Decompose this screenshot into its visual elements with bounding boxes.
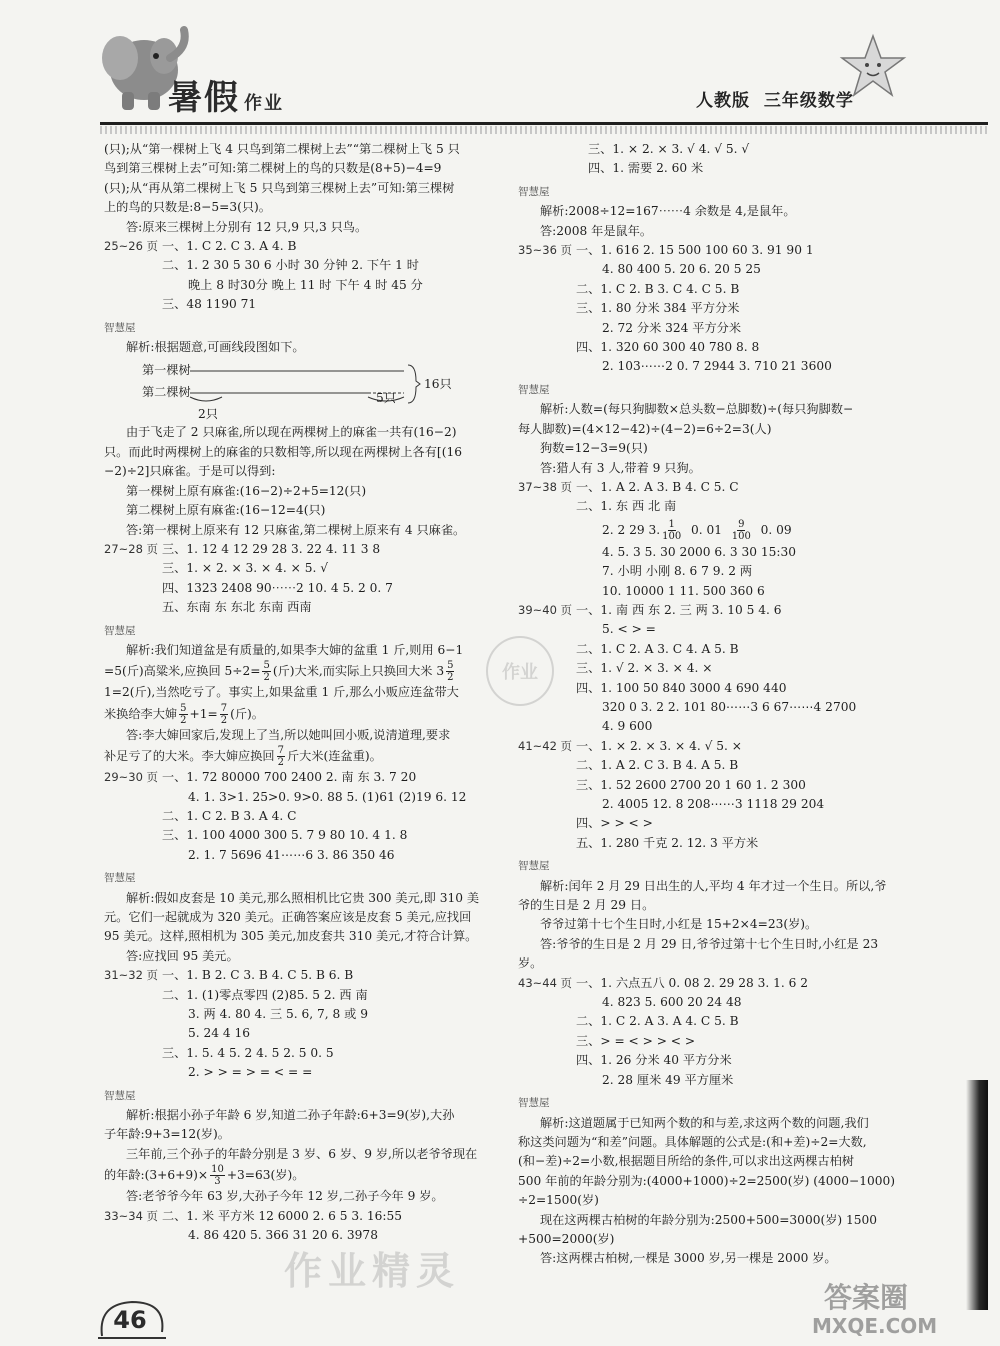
text-line: 10. 10000 1 11. 500 360 6 — [602, 583, 765, 598]
text-line: 2. 72 分米 324 平方分米 — [602, 320, 742, 335]
text-line: 第二棵树上原有麻雀:(16−12=4(只) — [126, 503, 326, 518]
text-line: 爷爷过第十七个生日时,小红是 15+2×4=23(岁)。 — [540, 917, 818, 932]
text-line: 二、1. 东 西 北 南 — [576, 499, 677, 514]
section-35-36: 35~36 页 一、1. 616 2. 15 500 100 60 3. 91 90 1 — [518, 243, 814, 258]
text-line: 现在这两棵古柏树的年龄分别为:2500+500=3000(岁) 1500 — [540, 1212, 878, 1227]
text-line: 四、1. 26 分米 40 平方分米 — [576, 1053, 732, 1068]
text-line: 的年龄:(3+6+9)× $\frac{10}{3}$ +3=63(岁)。 — [104, 1164, 305, 1188]
diagram-label-tree1: 第一棵树 — [142, 363, 191, 378]
text-line: 三、1. 80 分米 384 平方分米 — [576, 301, 740, 316]
text-line: 二、1. A 2. C 3. B 4. A 5. B — [576, 758, 739, 773]
diagram-label-two: 2只 — [198, 407, 218, 422]
answer-line: 答:第一棵树上原来有 12 只麻雀,第二棵树上原来有 4 只麻雀。 — [126, 522, 466, 537]
zhihui-label: 智慧屋 — [518, 185, 550, 198]
text-line: 狗数=12−3=9(只) — [540, 441, 648, 456]
left-column — [104, 140, 514, 1246]
text-line: 三年前,三个孙子的年龄分别是 3 岁、6 岁、9 岁,所以老爷爷现在 — [126, 1146, 478, 1161]
answer-line: 答:2008 年是鼠年。 — [540, 223, 653, 238]
text-line: 二、1. C 2. A 3. C 4. A 5. B — [576, 641, 739, 656]
text-line: 每人脚数)=(4×12−42)÷(4−2)=6÷2=3(人) — [518, 421, 772, 436]
answer-line: 答:应找回 95 美元。 — [126, 948, 239, 963]
text-line: 岁。 — [518, 956, 543, 971]
right-column — [518, 140, 900, 1269]
text-line: 二、1. C 2. B 3. C 4. C 5. B — [576, 281, 740, 296]
text-line: 2. 4005 12. 8 208⋯⋯3 1118 29 204 — [602, 797, 825, 811]
text-line: 解析:这道题属于已知两个数的和与差,求这两个数的问题,我们 — [540, 1115, 869, 1130]
text-line: +500=2000(岁) — [518, 1231, 615, 1246]
text-line: ÷2=1500(岁) — [518, 1193, 599, 1208]
text-line: 5. 24 4 16 — [188, 1026, 251, 1041]
section-43-44: 43~44 页 一、1. 六点五八 0. 08 2. 29 28 3. 1. 6 2 — [518, 975, 809, 990]
text-line: 2. 28 厘米 49 平方厘米 — [602, 1072, 734, 1087]
text-line: 2. 2 29 3. $\frac{1}{100}$ 0. 01 $\frac{9}{100}$ 0. 09 — [602, 518, 792, 542]
text-line: 五、1. 280 千克 2. 12. 3 平方米 — [576, 835, 759, 850]
text-line: 4. 9 600 — [602, 719, 653, 734]
text-line: 三、1. × 2. × 3. √ 4. √ 5. √ — [588, 142, 750, 156]
section-33-34: 33~34 页 二、1. 米 平方米 12 6000 2. 6 5 3. 16:55 — [104, 1208, 403, 1223]
answer-line: 答:猎人有 3 人,带着 9 只狗。 — [540, 460, 701, 475]
text-line: 95 美元。这样,照相机为 305 美元,加皮套共 310 美元,才符合计算。 — [104, 929, 478, 944]
header-stripe — [100, 126, 988, 134]
text-line: 解析:2008÷12=167⋯⋯4 余数是 4,是鼠年。 — [540, 204, 796, 219]
text-line: 二、1. (1)零点零四 (2)85. 5 2. 西 南 — [162, 987, 368, 1002]
text-line: 7. 小明 小刚 8. 6 7 9. 2 两 — [602, 564, 753, 579]
watermark-corner-top: 答案圈 — [824, 1281, 909, 1314]
section-29-30: 29~30 页 一、1. 72 80000 700 2400 2. 南 东 3. 7 20 — [104, 770, 417, 785]
text-line: 四、1. 需要 2. 60 米 — [588, 161, 704, 176]
answer-line: 答:爷爷的生日是 2 月 29 日,爷爷过第十七个生日时,小红是 23 — [540, 936, 879, 951]
text-line: 只。而此时两棵树上的麻雀的只数相等,所以现在两棵树上各有[(16 — [104, 444, 462, 459]
text-line: 四、> > < > — [576, 816, 653, 831]
text-line: 称这类问题为“和差”问题。具体解题的公式是:(和+差)÷2=大数, — [518, 1134, 867, 1149]
text-line: −2)÷2]只麻雀。于是可以得到: — [104, 464, 276, 479]
text-line: (和−差)÷2=小数,根据题目所给的条件,可以求出这两棵古柏树 — [518, 1154, 854, 1169]
text-line: 3. 两 4. 80 4. 三 5. 6, 7, 8 或 9 — [188, 1007, 368, 1022]
text-line: 三、1. 100 4000 300 5. 7 9 80 10. 4 1. 8 — [162, 828, 408, 843]
header-rule — [100, 122, 988, 125]
text-line: 三、1. √ 2. × 3. × 4. × — [576, 661, 713, 676]
text-line: 4. 80 400 5. 20 6. 20 5 25 — [602, 262, 761, 277]
section-31-32: 31~32 页 一、1. B 2. C 3. B 4. C 5. B 6. B — [104, 968, 354, 983]
text-line: 第一棵树上原有麻雀:(16−2)÷2+5=12(只) — [126, 483, 367, 498]
text-line: 补足亏了的大米。李大婶应换回 $\frac{7}{2}$ 斤大米(连盆重)。 — [104, 745, 382, 769]
text-line: 爷的生日是 2 月 29 日。 — [518, 898, 655, 913]
text-line: 解析:根据题意,可画线段图如下。 — [126, 340, 305, 355]
text-line: 鸟到第三棵树上去”可知:第二棵树上的鸟的只数是(8+5)−4=9 — [104, 161, 442, 176]
text-line: 由于飞走了 2 只麻雀,所以现在两棵树上的麻雀一共有(16−2) — [126, 425, 457, 440]
text-line: (只);从“再从第二棵树上飞 5 只鸟到第三棵树上去”可知:第三棵树 — [104, 180, 455, 195]
text-line: 解析:闰年 2 月 29 日出生的人,平均 4 年才过一个生日。所以,爷 — [540, 878, 887, 893]
diagram-label-tree2: 第二棵树 — [142, 385, 191, 400]
diagram-label-sixteen: 16只 — [424, 377, 452, 392]
text-line: 1=2(斤),当然吃亏了。事实上,如果盆重 1 斤,那么小贩应连盆带大 — [104, 685, 459, 700]
text-line: 子年龄:9+3=12(岁)。 — [104, 1127, 230, 1142]
page-header — [0, 0, 1000, 140]
zhihui-label: 智慧屋 — [518, 1097, 550, 1110]
text-line: 4. 5. 3 5. 30 2000 6. 3 30 15:30 — [602, 544, 797, 559]
text-line: 二、1. 2 30 5 30 6 小时 30 分钟 2. 下午 1 时 — [162, 258, 419, 273]
section-37-38: 37~38 页 一、1. A 2. A 3. B 4. C 5. C — [518, 479, 739, 494]
zhihui-label: 智慧屋 — [518, 383, 550, 396]
answer-line: 答:老爷爷今年 63 岁,大孙子今年 12 岁,二孙子今年 9 岁。 — [126, 1189, 444, 1204]
text-line: 500 年前的年龄分别为:(4000+1000)÷2=2500(岁) (4000−1000) — [518, 1173, 896, 1188]
text-line: 解析:人数=(每只狗脚数×总头数−总脚数)÷(每只狗脚数− — [540, 402, 854, 417]
text-line: 5. < > = — [602, 622, 656, 637]
diagram-label-five: 5只 — [376, 391, 396, 406]
text-line: 解析:根据小孙子年龄 6 岁,知道二孙子年龄:6+3=9(岁),大孙 — [126, 1108, 455, 1123]
text-line: =5(斤)高粱米,应换回 5÷2= $\frac{5}{2}$ (斤)大米,而实际上只换回大米 3 $\frac{5}{2}$ — [104, 660, 454, 684]
watermark-corner-bottom: MXQE.COM — [812, 1314, 938, 1338]
text-line: 三、48 1190 71 — [162, 297, 257, 312]
text-line: 三、1. × 2. × 3. × 4. × 5. √ — [162, 561, 328, 576]
section-41-42: 41~42 页 一、1. × 2. × 3. × 4. √ 5. × — [518, 738, 742, 753]
text-line: 2. 1. 7 5696 41⋯⋯6 3. 86 350 46 — [188, 847, 395, 862]
text-line: 元。它们一起就成为 320 美元。正确答案应该是皮套 5 美元,应找回 — [104, 910, 472, 924]
text-line: 4. 1. 3>1. 25>0. 9>0. 88 5. (1)61 (2)19 6. 12 — [188, 789, 467, 804]
segment-diagram — [128, 357, 514, 423]
text-line: (只);从“第一棵树上飞 4 只鸟到第二棵树上去”“第二棵树上飞 5 只 — [104, 142, 460, 156]
answer-line: 答:这两棵古柏树,一棵是 3000 岁,另一棵是 2000 岁。 — [540, 1251, 837, 1266]
section-25-26: 25~26 页 一、1. C 2. C 3. A 4. B — [104, 239, 297, 254]
text-line: 解析:我们知道盆是有质量的,如果李大婶的盆重 1 斤,则用 6−1 — [126, 642, 464, 657]
zhihui-label: 智慧屋 — [104, 872, 136, 885]
watermark-bottom: 作业精灵 — [284, 1249, 461, 1293]
zhihui-label: 智慧屋 — [104, 624, 136, 637]
text-line: 二、1. C 2. B 3. A 4. C — [162, 808, 297, 823]
text-line: 4. 823 5. 600 20 24 48 — [602, 995, 742, 1010]
zhihui-label: 智慧屋 — [104, 1089, 136, 1102]
page-edge-shadow — [966, 1080, 988, 1310]
text-line: 三、1. 5. 4 5. 2 4. 5 2. 5 0. 5 — [162, 1045, 334, 1060]
text-line: 2. > > = > = < = = — [188, 1065, 313, 1080]
zhihui-label: 智慧屋 — [104, 321, 136, 334]
text-line: 320 0 3. 2 2. 101 80⋯⋯3 6 67⋯⋯4 2700 — [602, 699, 857, 714]
section-39-40: 39~40 页 一、1. 南 西 东 2. 三 两 3. 10 5 4. 6 — [518, 602, 782, 617]
text-line: 二、1. C 2. A 3. A 4. C 5. B — [576, 1014, 739, 1029]
text-line: 2. 103⋯⋯2 0. 7 2944 3. 710 21 3600 — [602, 359, 832, 374]
text-line: 三、> = < > > < > — [576, 1033, 696, 1048]
text-line: 米换给李大婶 $\frac{5}{2}$ +1= $\frac{7}{2}$ (斤)。 — [104, 702, 264, 726]
edition-label: 人教版 三年级数学 — [696, 91, 854, 111]
text-line: 上的鸟的只数是:8−5=3(只)。 — [104, 200, 271, 215]
page-number: 46 — [113, 1306, 147, 1334]
zhihui-label: 智慧屋 — [518, 860, 550, 873]
text-line: 晚上 8 时30分 晚上 11 时 下午 4 时 45 分 — [188, 277, 423, 292]
text-line: 四、1. 320 60 300 40 780 8. 8 — [576, 340, 760, 355]
answer-line: 答:原来三棵树上分别有 12 只,9 只,3 只鸟。 — [126, 219, 368, 234]
watermark-mid: 作业 — [486, 636, 554, 706]
answer-line: 答:李大婶回家后,发现上了当,所以她叫回小贩,说清道理,要求 — [126, 727, 451, 742]
brand-title: 暑假 作业 — [168, 78, 284, 118]
text-line: 五、东南 东 东北 东南 西南 — [162, 600, 312, 615]
text-line: 四、1. 100 50 840 3000 4 690 440 — [576, 680, 787, 695]
text-line: 4. 86 420 5. 366 31 20 6. 3978 — [188, 1228, 378, 1243]
text-line: 四、1323 2408 90⋯⋯2 10. 4 5. 2 0. 7 — [162, 580, 393, 595]
section-27-28: 27~28 页 三、1. 12 4 12 29 28 3. 22 4. 11 3 8 — [104, 541, 381, 556]
text-line: 三、1. 52 2600 2700 20 1 60 1. 2 300 — [576, 777, 806, 792]
text-line: 解析:假如皮套是 10 美元,那么照相机比它贵 300 美元,即 310 美 — [126, 890, 480, 905]
